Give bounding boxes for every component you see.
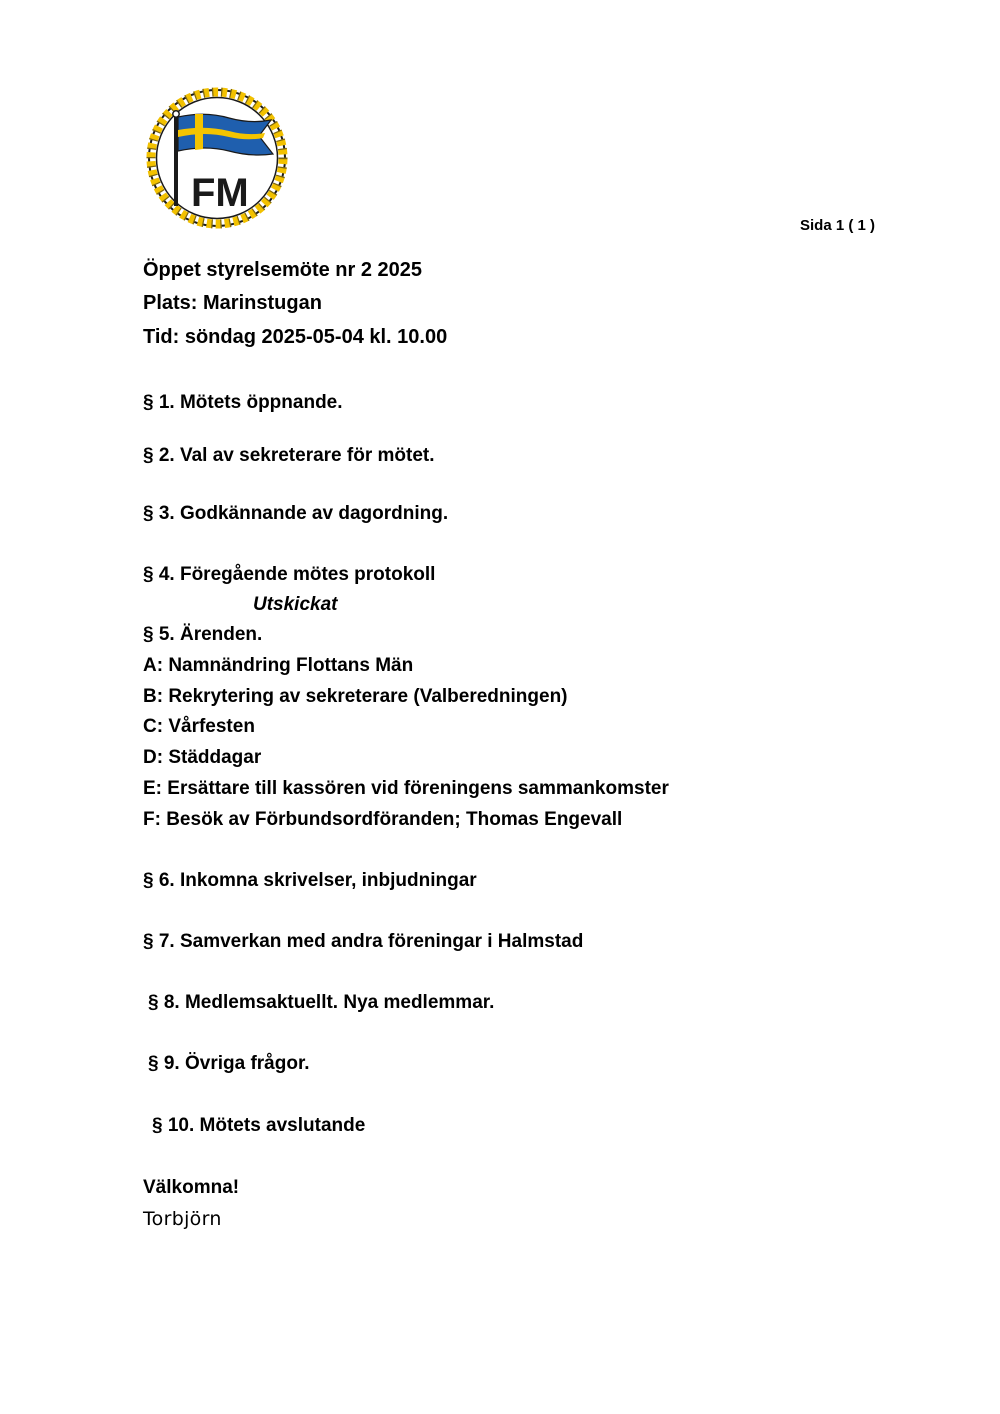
agenda-item-7: § 7. Samverkan med andra föreningar i Halmstad	[143, 931, 584, 952]
agenda-subitem-b: B: Rekrytering av sekreterare (Valberedningen)	[143, 686, 568, 707]
agenda-subitem-f: F: Besök av Förbundsordföranden; Thomas Engevall	[143, 809, 623, 830]
signature: Torbjörn	[143, 1208, 222, 1230]
agenda-item-4-note: Utskickat	[253, 594, 338, 615]
agenda-subitem-d: D: Städdagar	[143, 747, 262, 768]
meeting-place: Plats: Marinstugan	[143, 292, 322, 314]
agenda-subitem-c: C: Vårfesten	[143, 716, 255, 737]
fm-logo-emblem-icon	[143, 84, 291, 232]
agenda-item-6: § 6. Inkomna skrivelser, inbjudningar	[143, 870, 477, 891]
fm-logo	[143, 84, 291, 232]
agenda-item-10: § 10. Mötets avslutande	[152, 1115, 366, 1136]
fm-logo-text: FM	[191, 171, 249, 215]
meeting-title: Öppet styrelsemöte nr 2 2025	[143, 259, 423, 281]
agenda-subitem-a: A: Namnändring Flottans Män	[143, 655, 414, 676]
agenda-subitem-e: E: Ersättare till kassören vid föreningens sammankomster	[143, 778, 669, 799]
agenda-item-1: § 1. Mötets öppnande.	[143, 392, 343, 413]
agenda-item-8: § 8. Medlemsaktuellt. Nya medlemmar.	[148, 992, 495, 1013]
agenda-item-2: § 2. Val av sekreterare för mötet.	[143, 445, 435, 466]
welcome-text: Välkomna!	[143, 1177, 240, 1198]
agenda-item-9: § 9. Övriga frågor.	[148, 1053, 310, 1074]
page-number: Sida 1 ( 1 )	[800, 217, 876, 234]
agenda-item-5: § 5. Ärenden.	[143, 624, 263, 645]
meeting-time: Tid: söndag 2025-05-04 kl. 10.00	[143, 326, 448, 348]
agenda-item-3: § 3. Godkännande av dagordning.	[143, 503, 449, 524]
agenda-item-4: § 4. Föregående mötes protokoll	[143, 564, 436, 585]
